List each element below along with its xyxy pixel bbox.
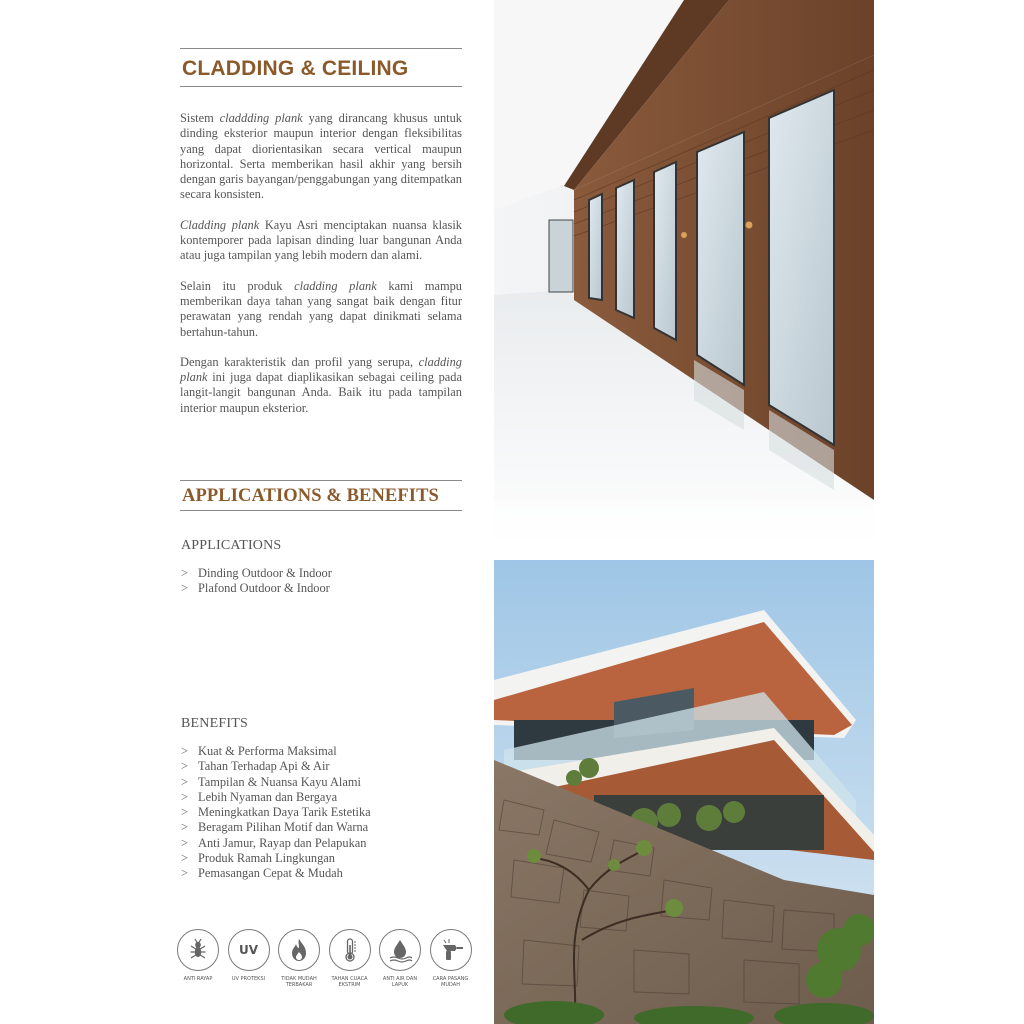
benefit-item xyxy=(181,851,371,866)
feature-label-line1: ANTI AIR DAN xyxy=(382,976,418,982)
termite-icon xyxy=(177,929,219,971)
feature-label xyxy=(425,976,477,988)
benefit-label: Pemasangan Cepat & Mudah xyxy=(198,866,343,881)
feature-label-line2: TERBAKAR xyxy=(285,982,313,988)
feature-icons xyxy=(172,929,472,999)
feature-flame xyxy=(273,929,325,988)
paragraph-4: Dengan karakteristik dan profil yang serupa, cladding plank ini juga dapat diaplikasikan sebagai ceiling pada langit-langit bangunan Anda. Baik itu pada tampilan interior maupun eksterior. xyxy=(180,354,462,415)
benefit-label: Anti Jamur, Rayap dan Pelapukan xyxy=(198,835,367,850)
bullet-arrow: > xyxy=(181,774,188,789)
feature-thermometer xyxy=(324,929,376,988)
benefit-label: Meningkatkan Daya Tarik Estetika xyxy=(198,805,371,820)
benefit-label: Lebih Nyaman dan Bergaya xyxy=(198,789,338,804)
paragraph-3: Selain itu produk cladding plank kami mampu memberikan daya tahan yang sangat baik dengan fitur perawatan yang rendah yang dapat dinikmati selama bertahun-tahun. xyxy=(180,278,462,339)
section-rule-bottom xyxy=(180,510,462,511)
feature-label-line1: CARA PASANG xyxy=(432,976,469,982)
application-label: Dinding Outdoor & Indoor xyxy=(198,566,332,580)
bullet-arrow: > xyxy=(181,566,188,580)
thermometer-icon xyxy=(329,929,371,971)
feature-label xyxy=(172,976,224,982)
benefit-item xyxy=(181,744,371,759)
feature-label-line1: TIDAK MUDAH xyxy=(281,976,317,982)
flame-icon xyxy=(278,929,320,971)
benefits-heading: BENEFITS xyxy=(181,716,248,731)
water-drop-icon xyxy=(379,929,421,971)
bullet-arrow: > xyxy=(181,744,188,758)
drill-icon xyxy=(430,929,472,971)
feature-label-line2: LAPUK xyxy=(391,982,409,988)
benefit-item xyxy=(181,820,371,835)
title-rule-bottom xyxy=(180,86,462,87)
benefit-label: Tampilan & Nuansa Kayu Alami xyxy=(198,774,361,789)
feature-uv xyxy=(223,929,275,982)
applications-benefits-section xyxy=(180,480,462,511)
feature-label-line1: UV PROTEKSI xyxy=(231,976,266,982)
paragraph-2: Cladding plank Kayu Asri menciptakan nuansa klasik kontemporer pada lapisan dinding luar bangunan Anda atau juga tampilan yang lebih modern dan alami. xyxy=(180,217,462,263)
benefit-item xyxy=(181,805,371,820)
applications-heading: APPLICATIONS xyxy=(181,538,282,553)
uv-icon xyxy=(228,929,270,971)
bullet-arrow: > xyxy=(181,835,188,850)
bullet-arrow: > xyxy=(181,820,188,835)
benefit-label: Beragam Pilihan Motif dan Warna xyxy=(198,820,369,835)
bullet-arrow: > xyxy=(181,805,188,820)
benefit-item xyxy=(181,775,371,790)
benefits-list xyxy=(181,744,371,882)
cladding-description xyxy=(180,111,462,416)
feature-label xyxy=(324,976,376,988)
bullet-arrow: > xyxy=(181,789,188,804)
cladding-section xyxy=(180,48,462,431)
feature-label-line2: EKSTRIM xyxy=(338,982,361,988)
benefit-item xyxy=(181,836,371,851)
benefit-label: Produk Ramah Lingkungan xyxy=(198,851,335,866)
feature-label xyxy=(223,976,275,982)
feature-water-drop xyxy=(374,929,426,988)
feature-label xyxy=(374,976,426,988)
feature-label-line1: ANTI RAYAP xyxy=(183,976,213,982)
feature-label-line1: TAHAN CUACA xyxy=(331,976,368,982)
paragraph-1: Sistem claddding plank yang dirancang khusus untuk dinding eksterior maupun interior dengan fleksibilitas yang dapat diorientasikan secara vertical maupun horizontal. Serta memberikan hasil akhir yang bersih dengan garis bayangan/penggabungan yang ditempatkan secara konsisten. xyxy=(180,111,462,202)
feature-label xyxy=(273,976,325,988)
benefit-item xyxy=(181,866,371,881)
feature-drill xyxy=(425,929,477,988)
application-item xyxy=(181,566,332,581)
application-label: Plafond Outdoor & Indoor xyxy=(198,581,330,596)
benefit-label: Kuat & Performa Maksimal xyxy=(198,744,337,758)
interior-photo xyxy=(494,0,874,560)
feature-label-line2: MUDAH xyxy=(441,982,460,988)
bullet-arrow: > xyxy=(181,851,188,866)
applications-list xyxy=(181,566,332,597)
bullet-arrow: > xyxy=(181,759,188,774)
cladding-title: CLADDING & CEILING xyxy=(182,57,409,80)
bullet-arrow: > xyxy=(181,581,188,596)
applications-benefits-title: APPLICATIONS & BENEFITS xyxy=(182,486,439,506)
exterior-photo xyxy=(494,560,874,1024)
benefit-item xyxy=(181,790,371,805)
benefit-label: Tahan Terhadap Api & Air xyxy=(198,759,330,774)
feature-termite xyxy=(172,929,224,982)
benefit-item xyxy=(181,759,371,774)
application-item xyxy=(181,581,332,596)
bullet-arrow: > xyxy=(181,866,188,881)
uv-glyph: UV xyxy=(238,943,259,957)
